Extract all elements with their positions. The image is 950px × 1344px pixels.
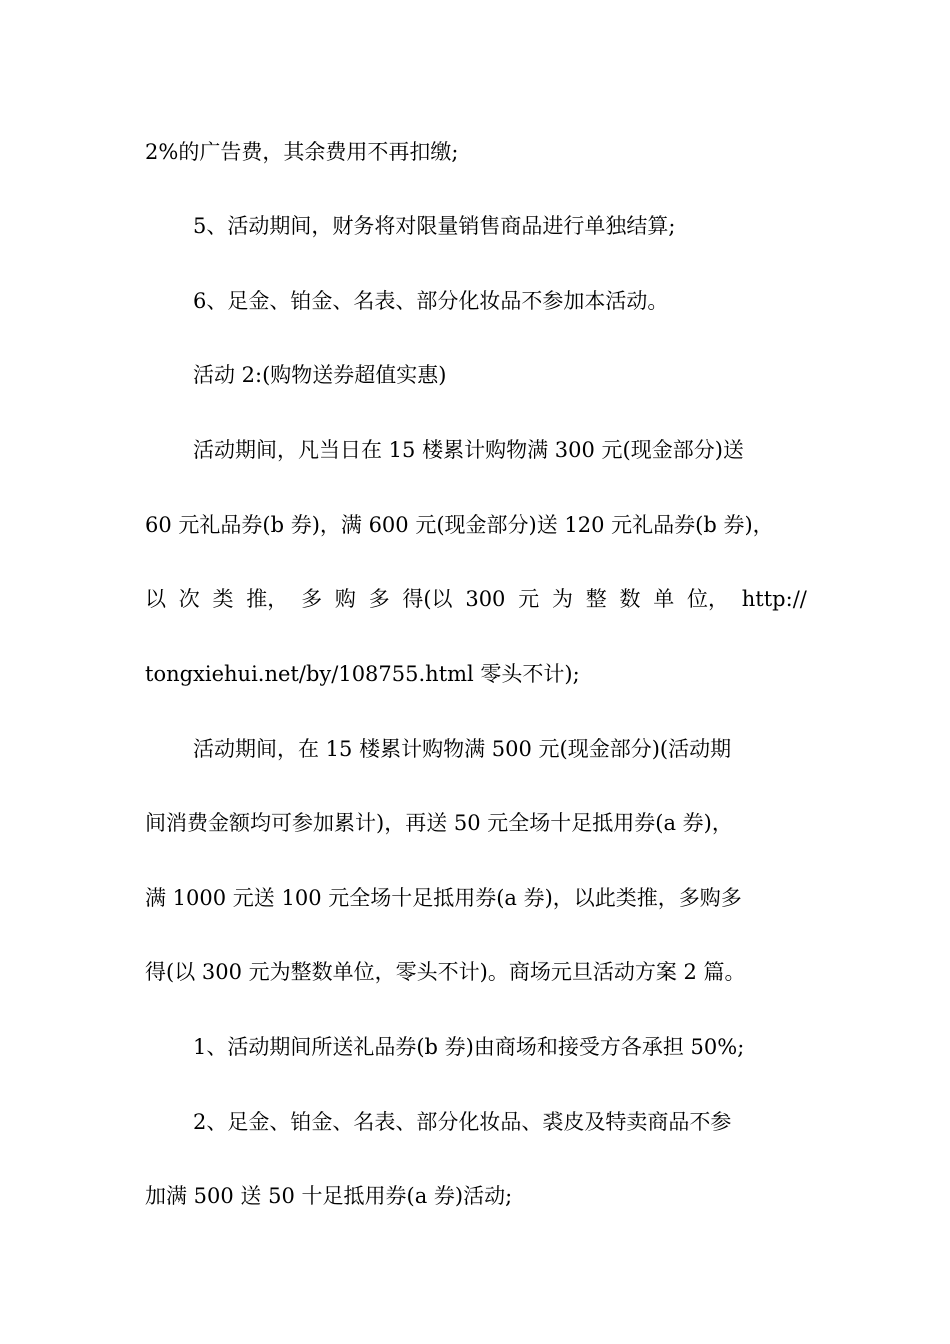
text-line-10: 间消费金额均可参加累计)，再送 50 元全场十足抵用券(a 券)， — [145, 811, 733, 835]
token: 位， — [687, 587, 730, 611]
text-line-6: 60 元礼品券(b 券)，满 600 元(现金部分)送 120 元礼品券(b 券)， — [145, 513, 774, 537]
token: 元 — [518, 587, 540, 611]
token: 多 — [301, 587, 323, 611]
token: 类 — [212, 587, 234, 611]
text-line-14: 2、足金、铂金、名表、部分化妆品、裘皮及特卖商品不参 — [193, 1110, 732, 1134]
token: 为 — [551, 587, 573, 611]
token: 次 — [178, 587, 200, 611]
text-line-7-justified — [145, 584, 807, 614]
text-line-1: 2%的广告费，其余费用不再扣缴; — [145, 140, 459, 164]
token: 购 — [334, 587, 356, 611]
text-line-5: 活动期间，凡当日在 15 楼累计购物满 300 元(现金部分)送 — [193, 438, 744, 462]
token: 以 — [145, 587, 166, 611]
token: 多 — [368, 587, 390, 611]
token: 得(以 — [402, 587, 453, 611]
token: 推， — [246, 587, 289, 611]
token: http:// — [741, 587, 807, 611]
text-line-3: 6、足金、铂金、名表、部分化妆品不参加本活动。 — [193, 289, 669, 313]
text-line-2: 5、活动期间，财务将对限量销售商品进行单独结算; — [193, 214, 676, 238]
token: 单 — [653, 587, 675, 611]
text-line-13: 1、活动期间所送礼品券(b 券)由商场和接受方各承担 50%; — [193, 1035, 745, 1059]
token: 数 — [619, 587, 641, 611]
text-line-8: tongxiehui.net/by/108755.html 零头不计); — [145, 662, 580, 686]
token: 整 — [585, 587, 607, 611]
text-line-15: 加满 500 送 50 十足抵用券(a 券)活动; — [145, 1184, 513, 1208]
text-line-9: 活动期间，在 15 楼累计购物满 500 元(现金部分)(活动期 — [193, 737, 732, 761]
text-line-12: 得(以 300 元为整数单位，零头不计)。商场元旦活动方案 2 篇。 — [145, 960, 746, 984]
section-heading: 活动 2:(购物送券超值实惠) — [193, 363, 447, 387]
text-line-11: 满 1000 元送 100 元全场十足抵用券(a 券)，以此类推，多购多 — [145, 886, 742, 910]
token: 300 — [465, 587, 506, 611]
